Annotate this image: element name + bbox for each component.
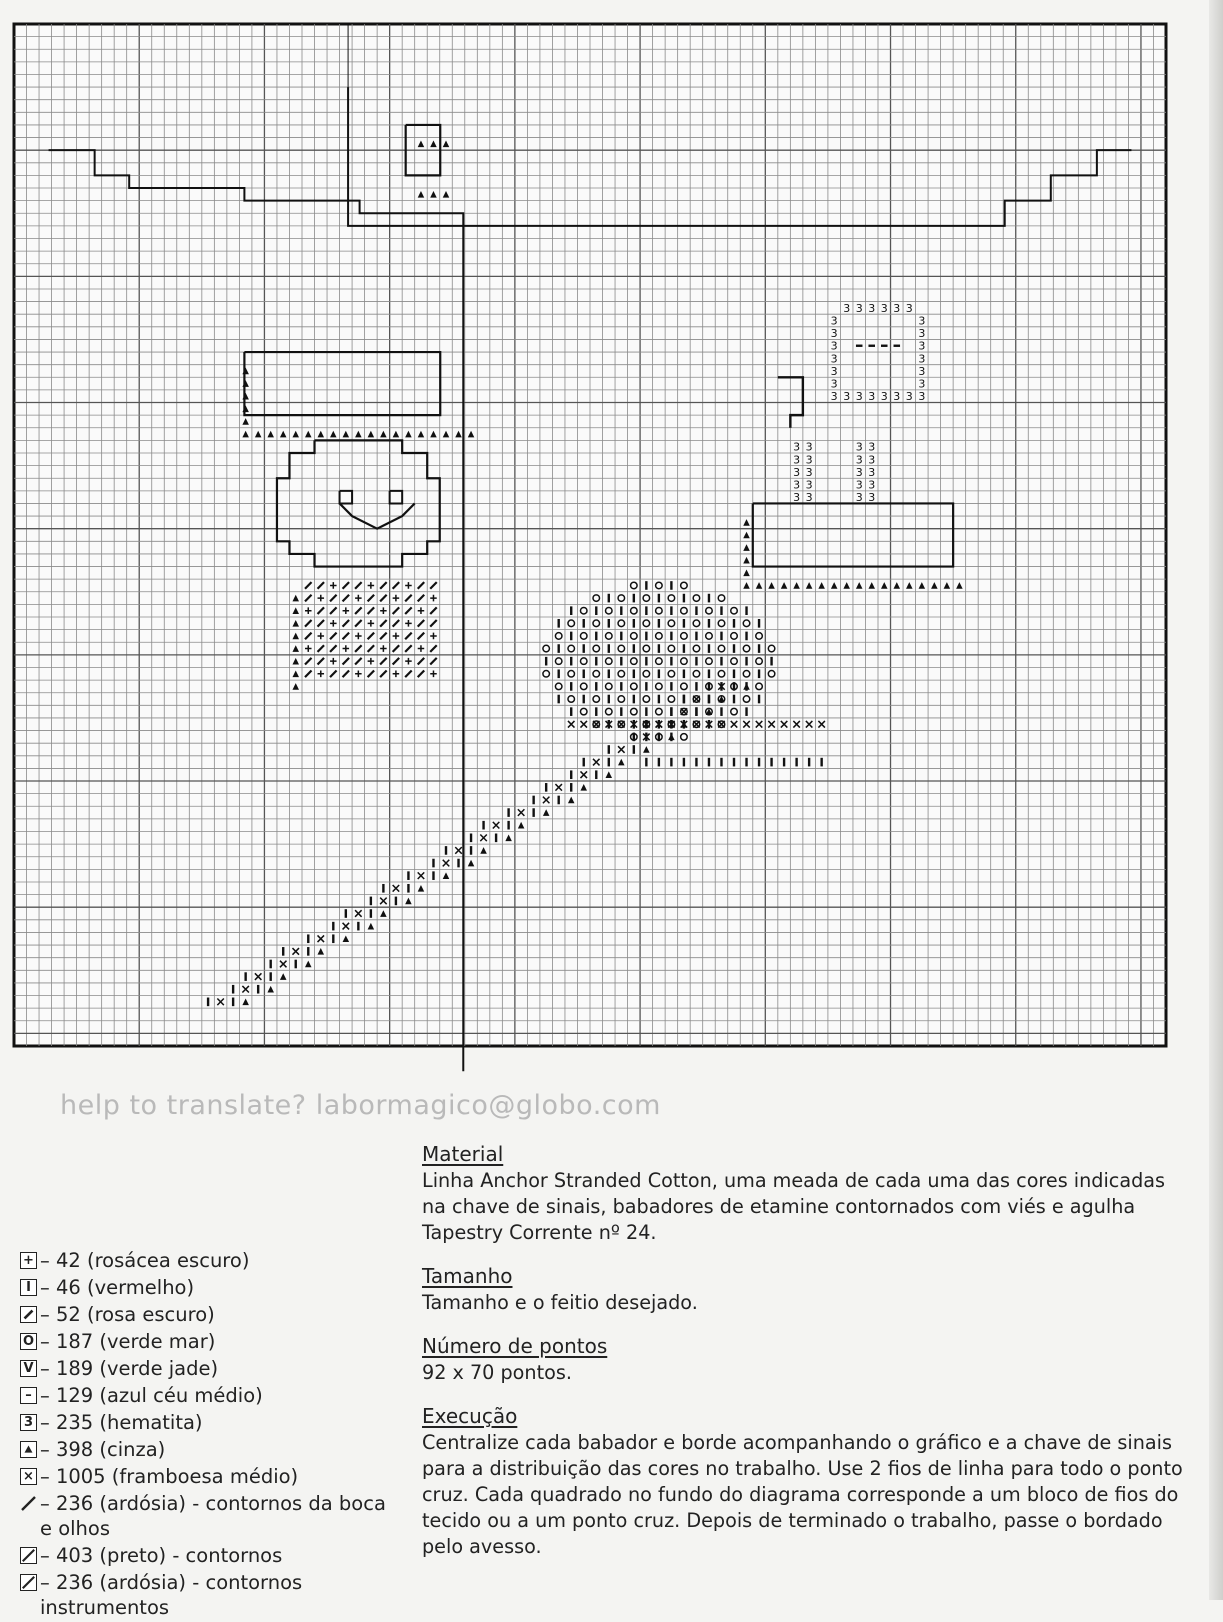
note-cell: 3	[855, 491, 863, 505]
size-title: Tamanho	[422, 1264, 513, 1288]
legend-item	[20, 1570, 390, 1620]
note-cell: 3	[805, 465, 813, 479]
note-cell: 3	[855, 301, 863, 315]
stitch-symbol-triangle-icon	[20, 1441, 37, 1458]
note-cell: 3	[918, 314, 926, 328]
legend-label: – 129 (azul céu médio)	[40, 1384, 263, 1407]
execution-text: Centralize cada babador e borde acompanhando o gráfico e a chave de sinais para a distribuição das cores no trabalho. Use 2 fios de linha para todo o ponto cruz. Cada quadrado no fundo do diagrama corresponde a um bloco de fios do tecido ou a um ponto cruz. Depois de terminado o trabalho, passe o bordado pelo avesso.	[422, 1431, 1183, 1558]
note-cell: 3	[855, 390, 863, 404]
note-cell: 3	[793, 491, 801, 505]
legend-item	[20, 1356, 390, 1381]
note-cell: 3	[830, 364, 838, 378]
legend-label: – 46 (vermelho)	[40, 1276, 195, 1299]
material-title: Material	[422, 1142, 504, 1166]
note-cell: 3	[805, 491, 813, 505]
note-cell: 3	[843, 390, 851, 404]
note-cell: 3	[918, 352, 926, 366]
note-cell: 3	[830, 352, 838, 366]
note-cell: 3	[868, 465, 876, 479]
legend-label: – 42 (rosácea escuro)	[40, 1249, 250, 1272]
note-cell: 3	[868, 491, 876, 505]
note-cell: 3	[880, 390, 888, 404]
legend-label: – 187 (verde mar)	[40, 1330, 216, 1353]
note-cell: 3	[793, 453, 801, 467]
legend-item	[20, 1383, 390, 1408]
note-cell: 3	[893, 301, 901, 315]
note-cell: 3	[893, 390, 901, 404]
note-cell: 3	[918, 339, 926, 353]
note-cell: 3	[868, 440, 876, 454]
note-cell: 3	[793, 440, 801, 454]
execution-section	[422, 1402, 1192, 1560]
legend-label: – 52 (rosa escuro)	[40, 1303, 215, 1326]
stitch-symbol-line-box2-icon	[20, 1574, 37, 1591]
note-cell: 3	[918, 364, 926, 378]
note-cell: 3	[868, 453, 876, 467]
legend-label: – 403 (preto) - contornos	[40, 1544, 283, 1567]
note-cell: 3	[805, 440, 813, 454]
note-cell: 3	[855, 440, 863, 454]
legend-item	[20, 1437, 390, 1462]
legend-label: – 398 (cinza)	[40, 1438, 166, 1461]
watermark-text: help to translate? labormagico@globo.com	[60, 1090, 661, 1121]
points-section	[422, 1332, 1192, 1386]
stitch-symbol-slash-icon	[20, 1306, 37, 1323]
points-text: 92 x 70 pontos.	[422, 1361, 572, 1384]
note-cell: 3	[868, 478, 876, 492]
material-section	[422, 1140, 1192, 1246]
legend-item	[20, 1543, 390, 1568]
stitch-symbol-dash-icon: –	[20, 1387, 37, 1404]
note-cell: 3	[868, 301, 876, 315]
legend-label: – 189 (verde jade)	[40, 1357, 219, 1380]
note-cell: 3	[855, 478, 863, 492]
legend-label: – 235 (hematita)	[40, 1411, 203, 1434]
note-cell: 3	[918, 377, 926, 391]
note-cell: 3	[830, 339, 838, 353]
cross-stitch-chart	[12, 20, 1192, 1072]
note-cell: 3	[905, 390, 913, 404]
legend-item	[20, 1302, 390, 1327]
note-cell: 3	[793, 478, 801, 492]
stitch-symbol-x-icon: ×	[20, 1468, 37, 1485]
stitch-symbol-line-thin-icon	[20, 1495, 37, 1512]
note-cell: 3	[905, 301, 913, 315]
page-edge	[1209, 0, 1223, 1600]
legend-item	[20, 1464, 390, 1489]
note-cell: 3	[805, 453, 813, 467]
color-key-legend	[20, 1248, 390, 1622]
stitch-symbol-circle-icon: O	[20, 1333, 37, 1350]
stitch-symbol-plus-icon: +	[20, 1252, 37, 1269]
legend-item	[20, 1329, 390, 1354]
execution-title: Execução	[422, 1404, 518, 1428]
instructions-panel	[422, 1140, 1192, 1576]
stitch-symbol-line-box-icon	[20, 1547, 37, 1564]
note-cell: 3	[918, 390, 926, 404]
note-cell: 3	[793, 465, 801, 479]
note-cell: 3	[830, 327, 838, 341]
legend-item	[20, 1410, 390, 1435]
size-section	[422, 1262, 1192, 1316]
note-cell: 3	[855, 453, 863, 467]
legend-item	[20, 1275, 390, 1300]
note-cell: 3	[868, 390, 876, 404]
stitch-symbol-bar-icon: I	[20, 1279, 37, 1296]
note-cell: 3	[855, 465, 863, 479]
legend-label: – 236 (ardósia) - contornos instrumentos	[40, 1571, 303, 1619]
legend-label: – 236 (ardósia) - contornos da boca e olhos	[40, 1492, 386, 1540]
note-cell: 3	[830, 314, 838, 328]
size-text: Tamanho e o feitio desejado.	[422, 1291, 698, 1314]
legend-item	[20, 1248, 390, 1273]
note-cell: 3	[830, 390, 838, 404]
points-title: Número de pontos	[422, 1334, 608, 1358]
stitch-symbol-three-icon: 3	[20, 1414, 37, 1431]
stitch-symbol-v-icon: V	[20, 1360, 37, 1377]
note-cell: 3	[843, 301, 851, 315]
legend-item	[20, 1491, 390, 1541]
note-cell: 3	[918, 327, 926, 341]
legend-label: – 1005 (framboesa médio)	[40, 1465, 299, 1488]
note-cell: 3	[805, 478, 813, 492]
note-cell: 3	[830, 377, 838, 391]
note-cell: 3	[880, 301, 888, 315]
material-text: Linha Anchor Stranded Cotton, uma meada de cada uma das cores indicadas na chave de sinais, babadores de etamine contornados com viés e agulha Tapestry Corrente nº 24.	[422, 1169, 1166, 1244]
